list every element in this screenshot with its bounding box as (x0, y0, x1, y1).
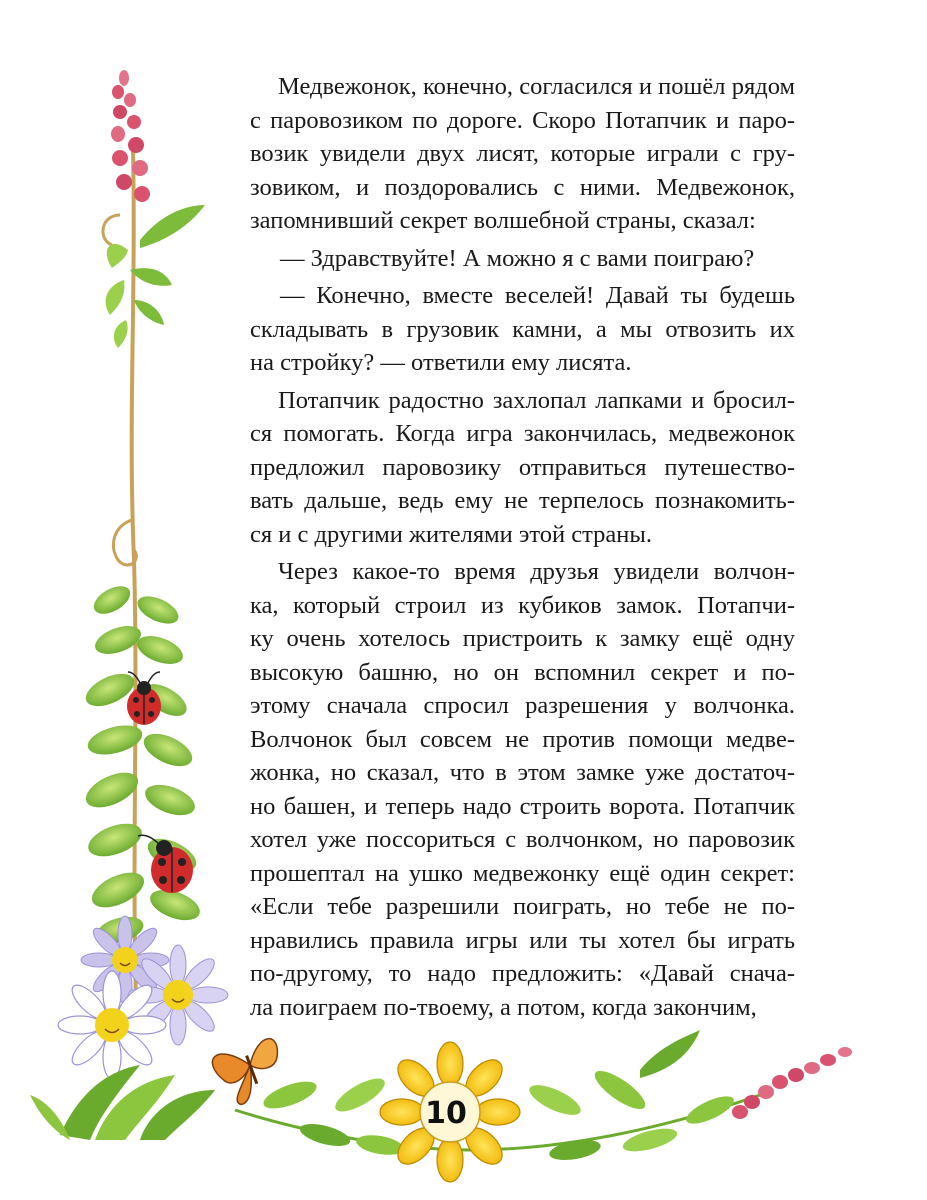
vine-stem (103, 150, 136, 1000)
text-line: нравились правила игры или ты хотел бы играть (250, 926, 795, 954)
text-line: ся помогать. Когда игра закончилась, медвежонок (250, 420, 795, 447)
daisy-icon (58, 916, 228, 1079)
text-line: предложил паровозику отправиться путешество- (250, 453, 795, 481)
grass-tuft (30, 1065, 215, 1140)
text-line: ся и с другими жителями этой страны. (250, 520, 652, 548)
text-line: по-другому, то надо предложить: «Давай снача- (250, 960, 795, 987)
text-line: высокую башню, но он вспомнил секрет и по- (250, 658, 795, 686)
page-number: 10 (425, 1096, 467, 1131)
text-line: — Здравствуйте! А можно я с вами поиграю? (280, 244, 755, 272)
text-line: Медвежонок, конечно, согласился и пошёл рядом (278, 73, 795, 100)
paragraph (250, 384, 795, 552)
paragraph (250, 279, 795, 380)
text-line: зовиком, и поздоровались с ними. Медвежонок, (250, 173, 795, 201)
text-line: жонка, но сказал, что в этом замке уже достаточ- (250, 759, 795, 786)
text-line: возик увидели двух лисят, которые играли с гру- (250, 140, 795, 167)
text-line: прошептал на ушко медвежонку ещё один секрет: (250, 859, 795, 887)
leaf-column (81, 580, 204, 947)
story-text (250, 70, 795, 1028)
lupine-flower-icon (111, 70, 150, 202)
text-line: этому сначала спросил разрешения у волчонка. (250, 692, 795, 719)
text-line: вать дальше, ведь ему не терпелось познакомить- (250, 487, 795, 514)
text-line: ка, который строил из кубиков замок. Потапчи- (250, 591, 795, 619)
paragraph (250, 242, 795, 276)
text-line: складывать в грузовик камни, а мы отвозить их (250, 315, 795, 343)
text-line: запомнивший секрет волшебной страны, сказал: (250, 207, 756, 234)
text-line: на стройку? — ответили ему лисята. (250, 349, 632, 376)
text-line: «Если тебе разрешили поиграть, но тебе не по- (250, 893, 795, 920)
ladybug-icon (138, 835, 193, 893)
paragraph (250, 555, 795, 1024)
text-line: Волчонок был совсем не против помощи медве- (250, 725, 795, 753)
text-line: Через какое-то время друзья увидели волчон- (278, 558, 795, 585)
fern-leaves-upper (106, 205, 205, 348)
text-line: ла поиграем по-твоему, а потом, когда закончим, (250, 993, 757, 1021)
text-line: но башен, и теперь надо строить ворота. Потапчик (250, 792, 795, 820)
lupine-flower-icon (732, 1047, 852, 1119)
text-line: хотел уже поссориться с волчонком, но паровозик (250, 826, 795, 853)
text-line: ку очень хотелось пристроить к замку ещё одну (250, 625, 795, 652)
text-line: — Конечно, вместе веселей! Давай ты будешь (280, 282, 795, 309)
text-line: с паровозиком по дороге. Скоро Потапчик и паро- (250, 106, 795, 134)
paragraph (250, 70, 795, 238)
text-line: Потапчик радостно захлопал лапками и бросил- (278, 386, 795, 414)
